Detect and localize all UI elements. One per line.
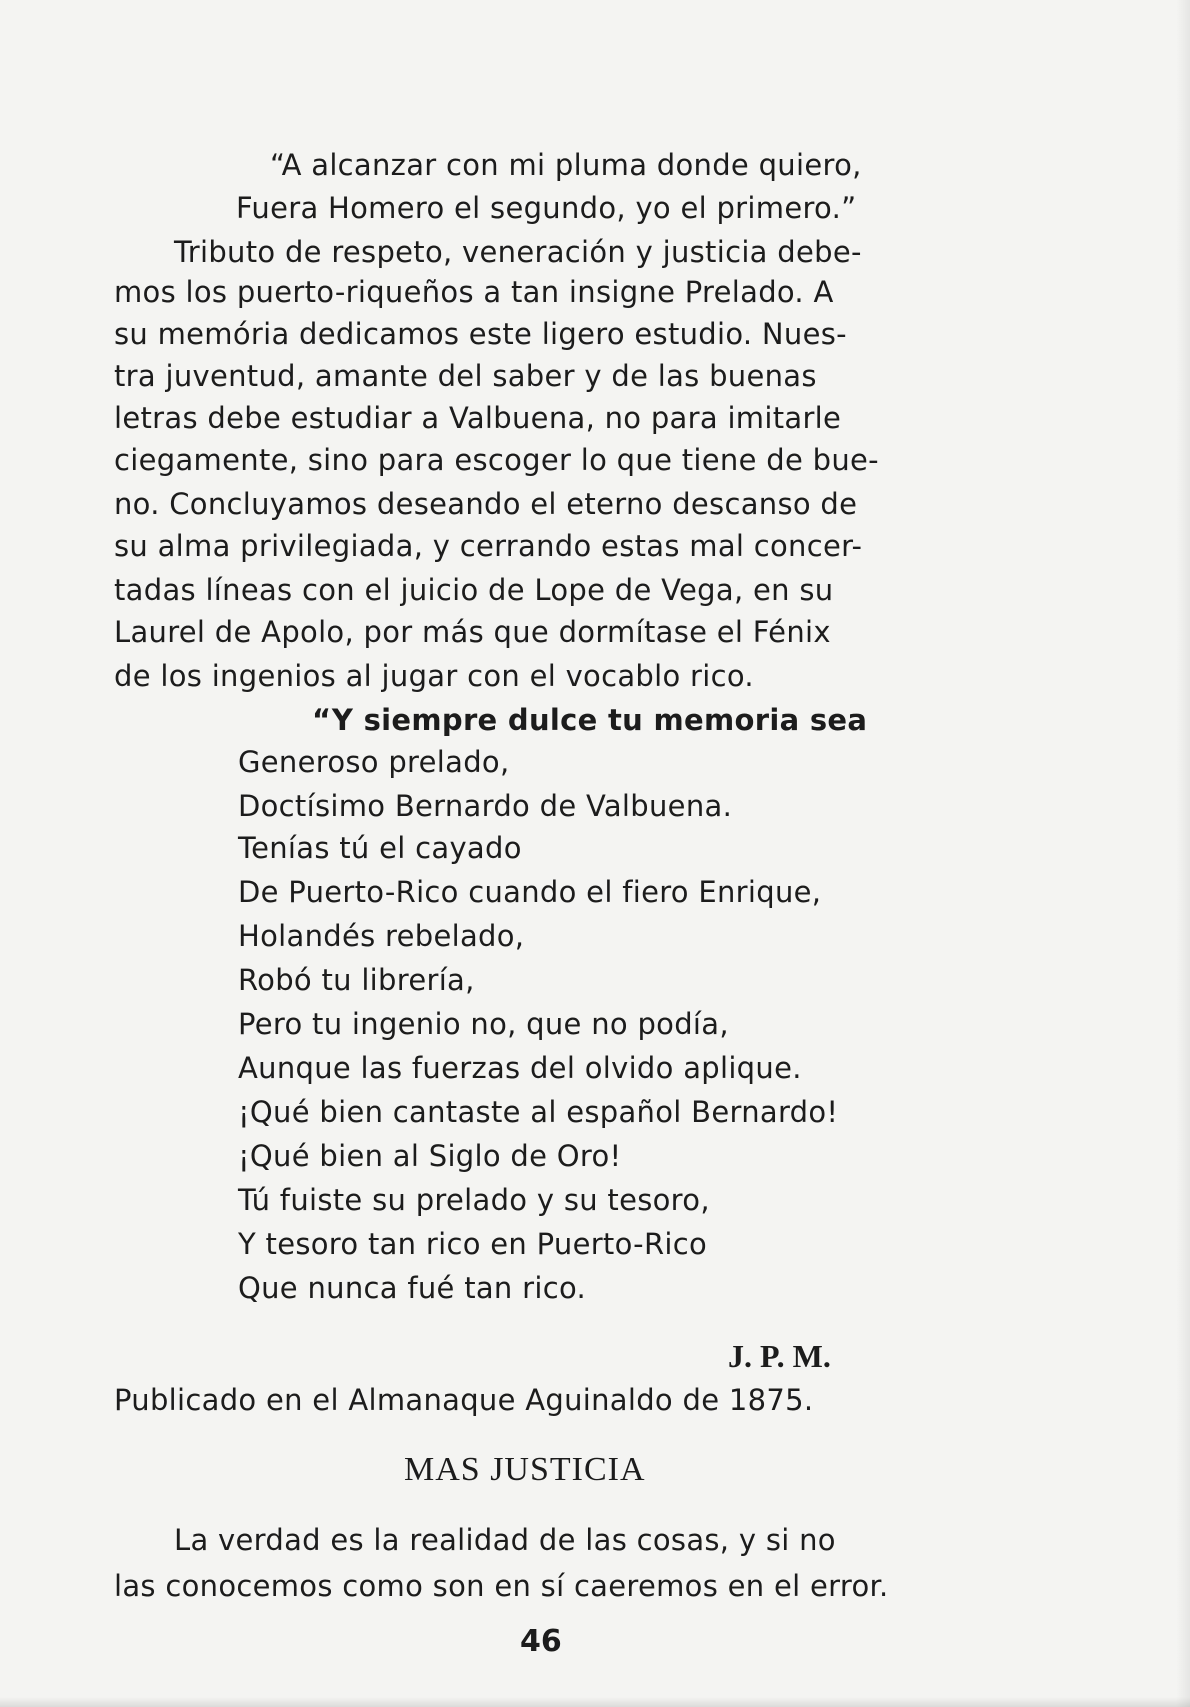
body-line: tadas líneas con el juicio de Lope de Vega, en su <box>114 573 834 607</box>
body-line: no. Concluyamos deseando el eterno descanso de <box>114 487 858 521</box>
verse-line: “Y siempre dulce tu memoria sea <box>312 703 868 737</box>
body-line: su alma privilegiada, y cerrando estas mal concer- <box>114 529 863 563</box>
verse-line: Generoso prelado, <box>238 745 510 779</box>
body-line: de los ingenios al jugar con el vocablo rico. <box>114 659 754 693</box>
verse-line: ¡Qué bien al Siglo de Oro! <box>238 1139 622 1173</box>
body-line: mos los puerto-riqueños a tan insigne Prelado. A <box>114 275 834 309</box>
body-line: Tributo de respeto, veneración y justicia debe- <box>174 235 862 269</box>
page-number: 46 <box>520 1624 562 1659</box>
verse-line: De Puerto-Rico cuando el fiero Enrique, <box>238 875 822 909</box>
section-heading: MAS JUSTICIA <box>404 1451 646 1488</box>
verse-line: Que nunca fué tan rico. <box>238 1271 587 1305</box>
quote-line: Fuera Homero el segundo, yo el primero.” <box>236 191 857 225</box>
verse-line: Robó tu librería, <box>238 963 475 997</box>
verse-line: Holandés rebelado, <box>238 919 525 953</box>
signature: J. P. M. <box>728 1338 831 1374</box>
verse-line: Y tesoro tan rico en Puerto-Rico <box>238 1227 708 1261</box>
body-line: letras debe estudiar a Valbuena, no para imitarle <box>114 401 842 435</box>
verse-line: ¡Qué bien cantaste al español Bernardo! <box>238 1095 839 1129</box>
verse-line: Pero tu ingenio no, que no podía, <box>238 1007 729 1041</box>
body-line: su memória dedicamos este ligero estudio. Nues- <box>114 317 847 351</box>
page-bottom-shadow <box>0 1697 1190 1707</box>
body-line: ciegamente, sino para escoger lo que tiene de bue- <box>114 443 879 477</box>
verse-line: Tú fuiste su prelado y su tesoro, <box>238 1183 710 1217</box>
page-edge-shadow <box>1176 0 1190 1707</box>
body-line: tra juventud, amante del saber y de las buenas <box>114 359 817 393</box>
verse-line: Doctísimo Bernardo de Valbuena. <box>238 789 733 823</box>
verse-line: Tenías tú el cayado <box>238 831 522 865</box>
verse-line: Aunque las fuerzas del olvido aplique. <box>238 1051 802 1085</box>
section-line: La verdad es la realidad de las cosas, y si no <box>174 1523 836 1557</box>
quote-line: “A alcanzar con mi pluma donde quiero, <box>270 148 862 182</box>
body-line: Laurel de Apolo, por más que dormítase el Fénix <box>114 615 831 649</box>
section-line: las conocemos como son en sí caeremos en el error. <box>114 1569 889 1603</box>
publication-note: Publicado en el Almanaque Aguinaldo de 1875. <box>114 1383 814 1417</box>
